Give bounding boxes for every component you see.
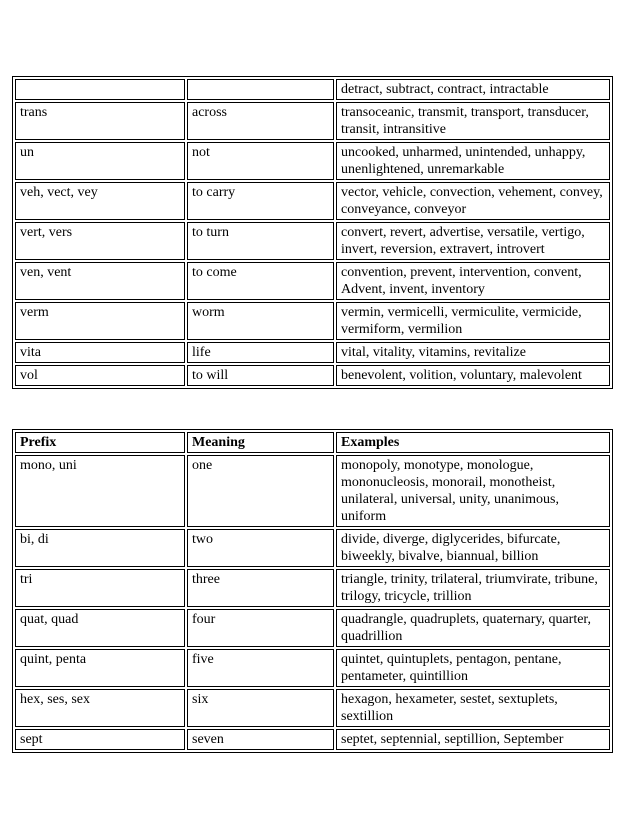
meaning-cell: two <box>187 529 334 567</box>
meaning-cell: seven <box>187 729 334 750</box>
examples-cell: divide, diverge, diglycerides, bifurcate, biweekly, bivalve, biannual, billion <box>336 529 610 567</box>
table-row <box>15 342 610 363</box>
examples-cell: uncooked, unharmed, unintended, unhappy, unenlightened, unremarkable <box>336 142 610 180</box>
table-row <box>15 102 610 140</box>
table-row <box>15 689 610 727</box>
meaning-cell: across <box>187 102 334 140</box>
meaning-cell: three <box>187 569 334 607</box>
examples-cell: detract, subtract, contract, intractable <box>336 79 610 100</box>
prefix-cell: mono, uni <box>15 455 185 527</box>
prefix-cell: trans <box>15 102 185 140</box>
examples-cell: benevolent, volition, voluntary, malevolent <box>336 365 610 386</box>
table-row <box>15 529 610 567</box>
roots-table-continued <box>12 76 613 389</box>
meaning-cell: to come <box>187 262 334 300</box>
table-row <box>15 455 610 527</box>
table-row <box>15 79 610 100</box>
meaning-cell: to turn <box>187 222 334 260</box>
prefix-cell: sept <box>15 729 185 750</box>
prefix-cell: un <box>15 142 185 180</box>
prefix-cell: vol <box>15 365 185 386</box>
prefix-cell: tri <box>15 569 185 607</box>
table-row <box>15 262 610 300</box>
number-prefix-table <box>12 429 613 753</box>
meaning-cell <box>187 79 334 100</box>
prefix-cell: bi, di <box>15 529 185 567</box>
prefix-cell: vita <box>15 342 185 363</box>
header-meaning: Meaning <box>187 432 334 453</box>
prefix-cell: ven, vent <box>15 262 185 300</box>
examples-cell: septet, septennial, septillion, September <box>336 729 610 750</box>
prefix-cell: vert, vers <box>15 222 185 260</box>
prefix-cell: quint, penta <box>15 649 185 687</box>
table-row <box>15 142 610 180</box>
table-row <box>15 222 610 260</box>
table-row <box>15 729 610 750</box>
prefix-cell: veh, vect, vey <box>15 182 185 220</box>
examples-cell: triangle, trinity, trilateral, triumvirate, tribune, trilogy, tricycle, trillion <box>336 569 610 607</box>
meaning-cell: to will <box>187 365 334 386</box>
meaning-cell: one <box>187 455 334 527</box>
table-row <box>15 302 610 340</box>
prefix-cell: verm <box>15 302 185 340</box>
meaning-cell: worm <box>187 302 334 340</box>
examples-cell: vital, vitality, vitamins, revitalize <box>336 342 610 363</box>
prefix-cell: quat, quad <box>15 609 185 647</box>
prefix-cell <box>15 79 185 100</box>
examples-cell: convention, prevent, intervention, convent, Advent, invent, inventory <box>336 262 610 300</box>
table-row <box>15 609 610 647</box>
prefix-cell: hex, ses, sex <box>15 689 185 727</box>
examples-cell: convert, revert, advertise, versatile, vertigo, invert, reversion, extravert, introvert <box>336 222 610 260</box>
header-prefix: Prefix <box>15 432 185 453</box>
examples-cell: vermin, vermicelli, vermiculite, vermicide, vermiform, vermilion <box>336 302 610 340</box>
examples-cell: monopoly, monotype, monologue, mononucleosis, monorail, monotheist, unilateral, universal, unity, unanimous, uniform <box>336 455 610 527</box>
table-header-row <box>15 432 610 453</box>
meaning-cell: not <box>187 142 334 180</box>
table-row <box>15 649 610 687</box>
examples-cell: hexagon, hexameter, sestet, sextuplets, sextillion <box>336 689 610 727</box>
examples-cell: quadrangle, quadruplets, quaternary, quarter, quadrillion <box>336 609 610 647</box>
meaning-cell: to carry <box>187 182 334 220</box>
examples-cell: vector, vehicle, convection, vehement, convey, conveyance, conveyor <box>336 182 610 220</box>
meaning-cell: six <box>187 689 334 727</box>
header-examples: Examples <box>336 432 610 453</box>
examples-cell: quintet, quintuplets, pentagon, pentane, pentameter, quintillion <box>336 649 610 687</box>
table-row <box>15 365 610 386</box>
meaning-cell: life <box>187 342 334 363</box>
table-row <box>15 569 610 607</box>
meaning-cell: five <box>187 649 334 687</box>
meaning-cell: four <box>187 609 334 647</box>
table-row <box>15 182 610 220</box>
examples-cell: transoceanic, transmit, transport, transducer, transit, intransitive <box>336 102 610 140</box>
